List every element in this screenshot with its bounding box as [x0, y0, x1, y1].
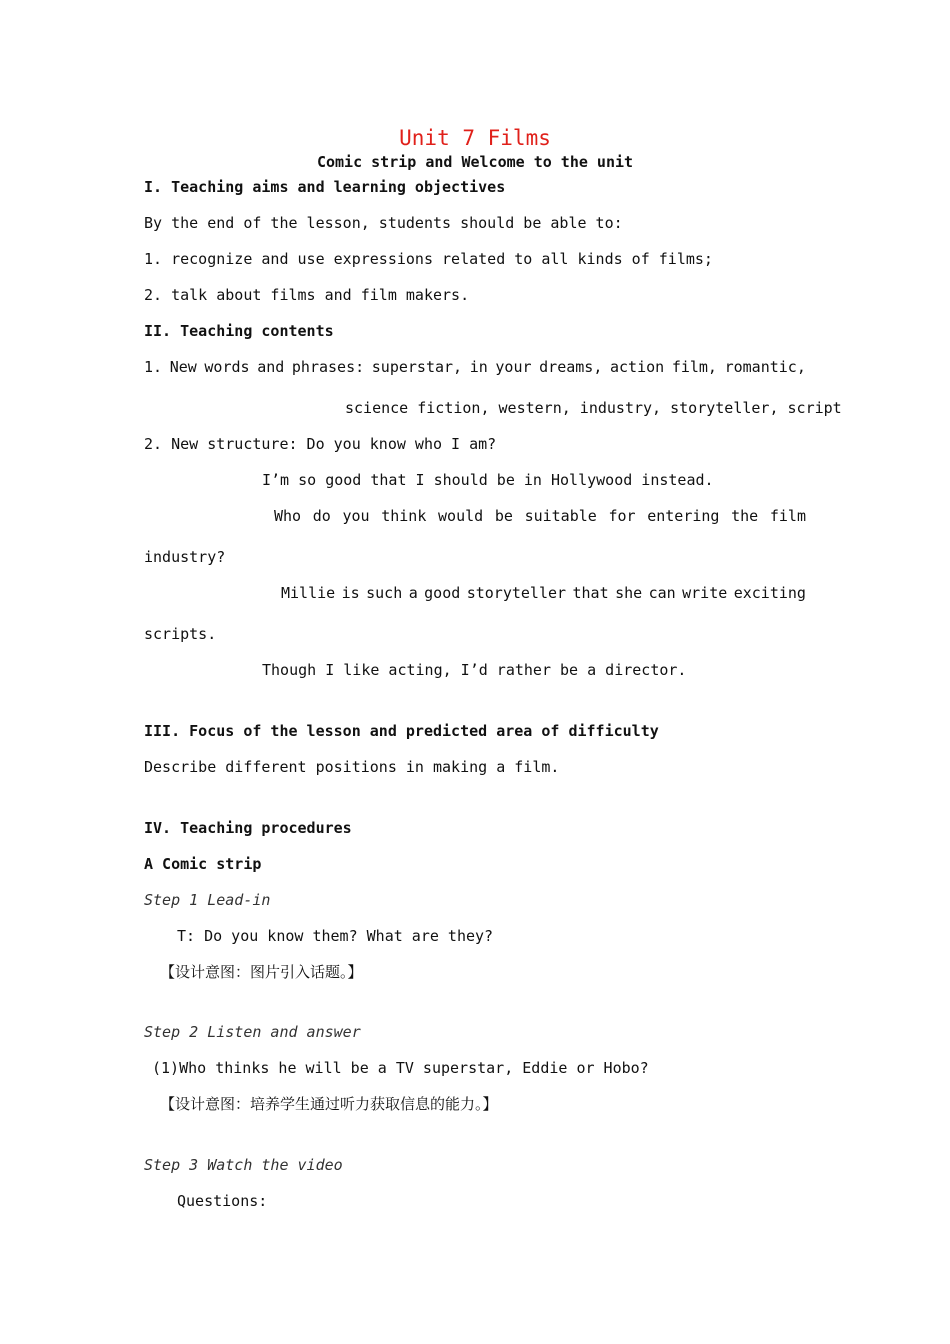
word: storyteller — [466, 584, 567, 602]
step3-questions-label: Questions: — [177, 1192, 268, 1210]
word: New — [169, 358, 197, 376]
word: for — [608, 507, 636, 525]
word: she — [615, 584, 643, 602]
word: film, — [671, 358, 717, 376]
word: that — [572, 584, 609, 602]
section1-item-2: 2. talk about films and film makers. — [144, 286, 470, 304]
word: entering — [647, 507, 720, 525]
step2-question: (1)Who thinks he will be a TV superstar, Eddie or Hobo? — [152, 1059, 649, 1077]
section3-heading: III. Focus of the lesson and predicted area of difficulty — [144, 722, 659, 740]
word: and — [257, 358, 285, 376]
word: film — [769, 507, 806, 525]
step2-note: 【设计意图：培养学生通过听力获取信息的能力。】 — [160, 1095, 498, 1113]
section1-intro: By the end of the lesson, students should be able to: — [144, 214, 623, 232]
word: superstar, — [371, 358, 463, 376]
word: is — [341, 584, 360, 602]
structure-sentence-2-cont: industry? — [144, 548, 226, 566]
word: in — [469, 358, 488, 376]
section1-heading: I. Teaching aims and learning objectives — [144, 178, 506, 196]
words-line-1 — [144, 357, 806, 377]
word: do — [312, 507, 331, 525]
section4-sub-a: A Comic strip — [144, 855, 262, 873]
word: words — [204, 358, 250, 376]
structure-sentence-2 — [274, 506, 806, 526]
step1-title: Step 1 Lead-in — [144, 891, 271, 909]
word: would — [438, 507, 484, 525]
section3-text: Describe different positions in making a film. — [144, 758, 560, 776]
word: dreams, — [539, 358, 603, 376]
word: can — [648, 584, 676, 602]
word: a — [408, 584, 418, 602]
step3-title: Step 3 Watch the video — [144, 1156, 343, 1174]
page-subtitle: Comic strip and Welcome to the unit — [316, 153, 634, 171]
step1-note: 【设计意图：图片引入话题。】 — [160, 963, 363, 981]
step2-title: Step 2 Listen and answer — [144, 1023, 361, 1041]
word: write — [682, 584, 728, 602]
word: romantic, — [724, 358, 806, 376]
section4-heading: IV. Teaching procedures — [144, 819, 352, 837]
word: think — [381, 507, 427, 525]
section2-heading: II. Teaching contents — [144, 322, 334, 340]
step1-question: T: Do you know them? What are they? — [177, 927, 494, 945]
word: Millie — [281, 584, 336, 602]
page-title: Unit 7 Films — [399, 126, 551, 150]
word: the — [731, 507, 759, 525]
word: suitable — [524, 507, 597, 525]
word: exciting — [733, 584, 806, 602]
structure-sentence-4: Though I like acting, I’d rather be a director. — [262, 661, 687, 679]
words-line-2: science fiction, western, industry, storyteller, script — [345, 399, 842, 417]
word: Who — [274, 507, 302, 525]
word: phrases: — [291, 358, 365, 376]
structure-label: 2. New structure: Do you know who I am? — [144, 435, 497, 453]
word: you — [342, 507, 370, 525]
word: 1. — [144, 358, 163, 376]
structure-sentence-1: I’m so good that I should be in Hollywood instead. — [262, 471, 714, 489]
word: your — [495, 358, 532, 376]
word: such — [366, 584, 403, 602]
section1-item-1: 1. recognize and use expressions related to all kinds of films; — [144, 250, 713, 268]
word: good — [424, 584, 461, 602]
structure-sentence-3 — [281, 583, 806, 603]
word: action — [610, 358, 665, 376]
word: be — [494, 507, 513, 525]
structure-sentence-3-cont: scripts. — [144, 625, 217, 643]
